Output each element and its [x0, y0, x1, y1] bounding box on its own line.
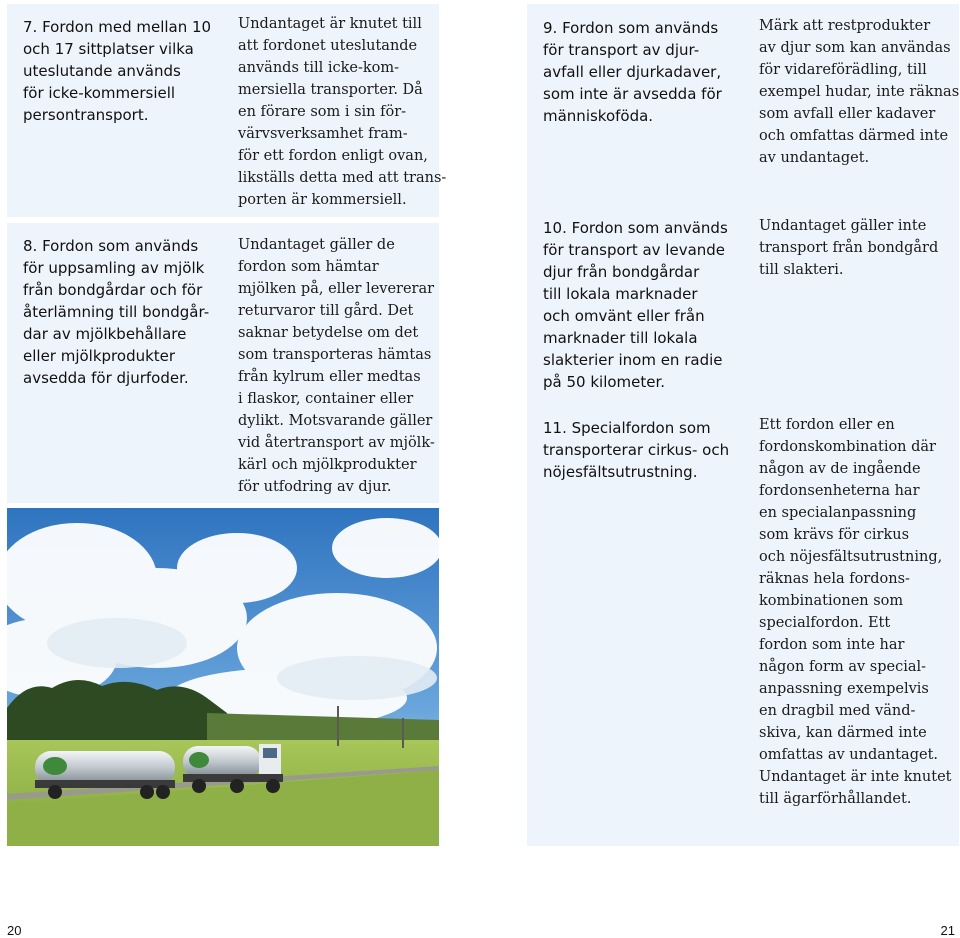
item-10-note: Undantaget gäller inte transport från bondgård till slakteri.	[759, 218, 939, 278]
item-7-heading: 7. Fordon med mellan 10 och 17 sittplatser vilka uteslutande används för icke-kommersiell persontransport.	[23, 18, 212, 124]
item-11-note: Ett fordon eller en fordonskombination där någon av de ingående fordonsenheterna har en specialanpassning som krävs för cirkus och nöjesfältsutrustning, räknas hela fordons- kombinationen som specialfordon. Ett fordon som inte har någon form av special- anpassning exempelvis en dragbil med vänd- skiva, kan därmed inte omfattas av undantaget. Undantaget är inte knutet till ägarförhållandet.	[759, 417, 952, 807]
item-9-note: Märk att restprodukter av djur som kan användas för vidareförädling, till exempel hudar, inte räknas som avfall eller kadaver och omfattas därmed inte av undantaget.	[759, 18, 960, 166]
page-number-right: 21	[940, 923, 955, 938]
item-10-heading: 10. Fordon som används för transport av levande djur från bondgårdar till lokala marknader och omvänt eller från marknader till lokala slakterier inom en radie på 50 kilometer.	[543, 219, 728, 391]
item-11-heading: 11. Specialfordon som transporterar cirkus- och nöjesfältsutrustning.	[543, 419, 730, 481]
page-number-left: 20	[7, 923, 22, 938]
item-8-heading: 8. Fordon som används för uppsamling av mjölk från bondgårdar och för återlämning till bondgår- dar av mjölkbehållare eller mjölkprodukter avsedda för djurfoder.	[23, 237, 210, 387]
milk-truck-photo	[7, 508, 439, 846]
item-9-heading: 9. Fordon som används för transport av djur- avfall eller djurkadaver, som inte är avsedda för människoföda.	[543, 19, 722, 125]
item-7-note: Undantaget är knutet till att fordonet uteslutande används till icke-kom- mersiella transporter. Då en förare som i sin för- värvsverksamhet fram- för ett fordon enligt ovan, likställs detta med att trans- porten är kommersiell.	[238, 16, 447, 208]
item-8-note: Undantaget gäller de fordon som hämtar mjölken på, eller levererar returvaror till gård. Det saknar betydelse om det som transporteras hämtas från kylrum eller medtas i flaskor, container eller dylikt. Motsvarande gäller vid återtransport av mjölk- kärl och mjölkprodukter för utfodring av djur.	[238, 237, 435, 495]
